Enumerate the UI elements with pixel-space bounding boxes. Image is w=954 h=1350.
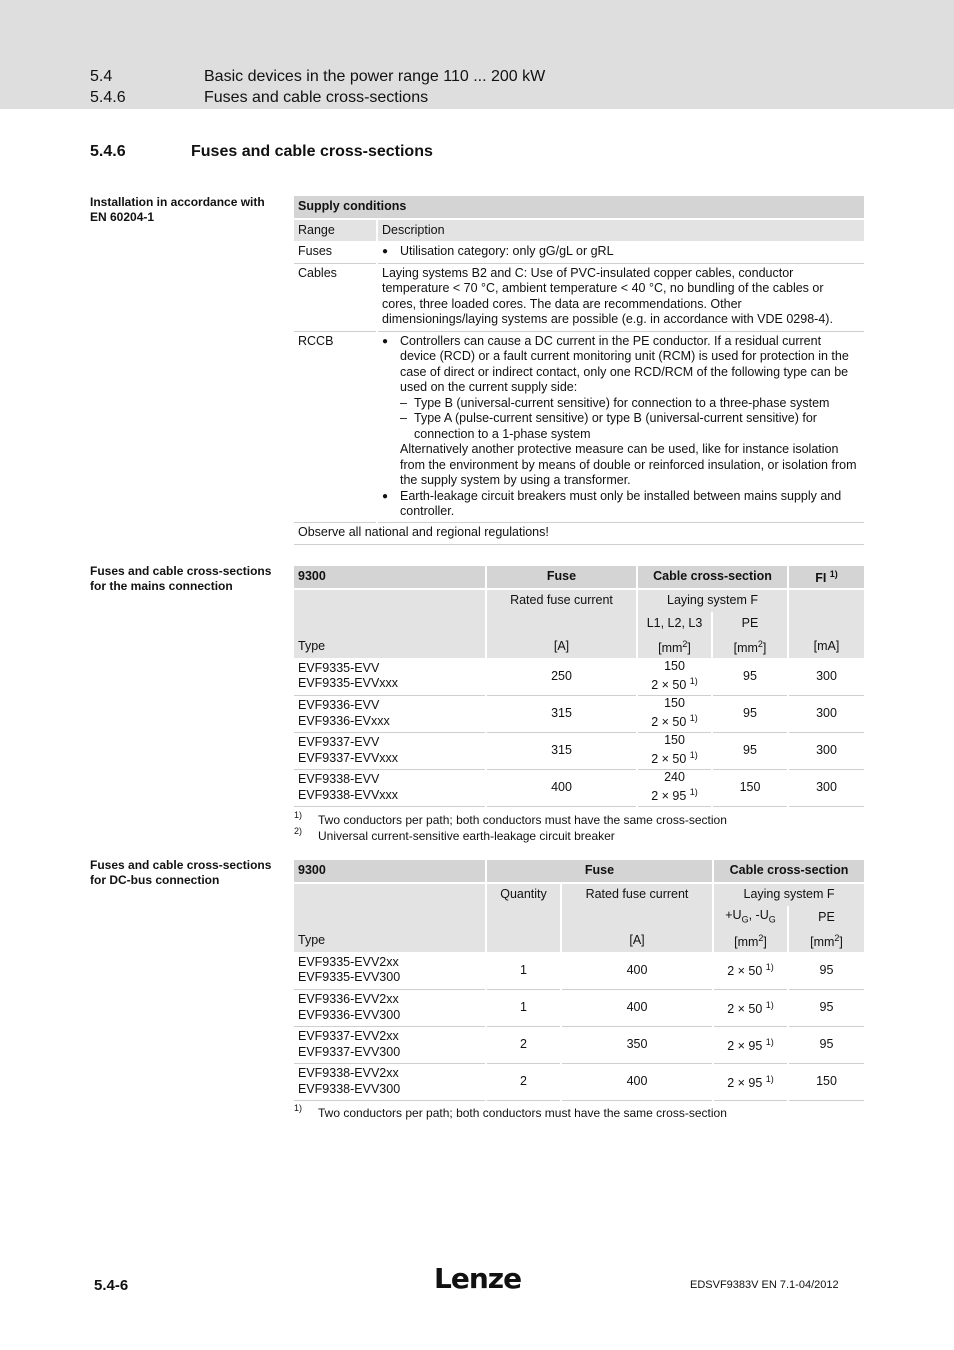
dcbus-fuse-table <box>294 860 864 1101</box>
type-cell: EVF9337-EVV2xx EVF9337-EVV300 <box>294 1026 486 1063</box>
qty-cell: 1 <box>486 952 561 989</box>
dcbus-h-cable: Cable cross-section <box>713 860 864 883</box>
ug-cell: 2 × 95 $^{1)}$ <box>713 1026 788 1063</box>
dcbus-u-ug: $[mm^2]$ <box>713 929 788 952</box>
rccb-type-a: – Type A (pulse-current sensitive) or type B (universal-current sensitive) for connection to a 1-phase system <box>400 411 860 442</box>
pe-cell: 95 <box>712 732 788 769</box>
dcbus-s-qty: Quantity <box>486 883 561 906</box>
header-band <box>0 0 954 109</box>
rccb-item <box>382 334 860 489</box>
table-row <box>294 1063 864 1100</box>
rccb-type-b: – Type B (universal-current sensitive) for connection to a three-phase system <box>400 396 860 412</box>
table-row <box>294 952 864 989</box>
table-row <box>294 658 864 695</box>
mains-u-l123: $[mm^2]$ <box>637 635 712 658</box>
pe-cell: 95 <box>712 695 788 732</box>
mains-s-pe: PE <box>712 612 788 635</box>
table-row <box>294 989 864 1026</box>
dcbus-u-pe: $[mm^2]$ <box>788 929 864 952</box>
fuse-cell: 315 <box>486 695 637 732</box>
col-range: Range <box>294 219 377 241</box>
mains-s-rated: Rated fuse current <box>486 589 637 612</box>
table-row <box>294 1026 864 1063</box>
mains-s-laying: Laying system F <box>637 589 788 612</box>
supply-side-label: Installation in accordance with EN 60204-1 <box>90 195 265 224</box>
mains-side-label: Fuses and cable cross-sections for the mains connection <box>90 564 272 593</box>
qty-cell: 2 <box>486 1063 561 1100</box>
document-id: EDSVF9383V EN 7.1-04/2012 <box>690 1279 839 1291</box>
rccb-item-2: ● Earth-leakage circuit breakers must only be installed between mains supply and controller. <box>382 489 860 520</box>
type-cell: EVF9337-EVV EVF9337-EVVxxx <box>294 732 486 769</box>
dcbus-s-laying: Laying system F <box>713 883 864 906</box>
type-cell: EVF9335-EVV EVF9335-EVVxxx <box>294 658 486 695</box>
pe-cell: 150 <box>788 1063 864 1100</box>
dcbus-s-type: Type <box>294 929 486 952</box>
fi-cell: 300 <box>788 732 864 769</box>
pe-cell: 95 <box>788 1026 864 1063</box>
fuse-cell: 400 <box>561 1063 713 1100</box>
page-number: 5.4-6 <box>94 1277 129 1294</box>
fuse-cell: 315 <box>486 732 637 769</box>
mains-u-fuse: [A] <box>486 635 637 658</box>
mains-h-fi: FI $^{1)}$ <box>788 566 864 589</box>
fuses-label: Fuses <box>294 241 377 263</box>
fuse-cell: 400 <box>561 989 713 1026</box>
mains-u-fi: [mA] <box>788 635 864 658</box>
mains-s-l123: L1, L2, L3 <box>637 612 712 635</box>
fuse-cell: 250 <box>486 658 637 695</box>
supply-conditions-table <box>294 196 864 545</box>
table-row <box>294 769 864 806</box>
fuses-item: ● Utilisation category: only gG/gL or gRL <box>382 244 860 260</box>
cables-label: Cables <box>294 263 377 331</box>
dcbus-u-fuse: [A] <box>561 929 713 952</box>
qty-cell: 1 <box>486 989 561 1026</box>
type-cell: EVF9338-EVV EVF9338-EVVxxx <box>294 769 486 806</box>
mains-fuse-table <box>294 566 864 807</box>
type-cell: EVF9336-EVV EVF9336-EVxxx <box>294 695 486 732</box>
fi-cell: 300 <box>788 769 864 806</box>
pe-cell: 150 <box>712 769 788 806</box>
col-description: Description <box>377 219 864 241</box>
mains-u-pe: $[mm^2]$ <box>712 635 788 658</box>
ug-cell: 2 × 50 $^{1)}$ <box>713 952 788 989</box>
qty-cell: 2 <box>486 1026 561 1063</box>
mains-s-type: Type <box>294 635 486 658</box>
mains-h-cable: Cable cross-section <box>637 566 788 589</box>
table-row <box>294 732 864 769</box>
pe-cell: 95 <box>712 658 788 695</box>
lenze-logo: Lenze <box>434 1262 522 1295</box>
mains-h-fuse: Fuse <box>486 566 637 589</box>
supply-note: Observe all national and regional regulations! <box>294 522 864 544</box>
fuse-cell: 400 <box>561 952 713 989</box>
supply-title: Supply conditions <box>294 196 864 219</box>
fi-cell: 300 <box>788 695 864 732</box>
dcbus-h-fuse: Fuse <box>486 860 713 883</box>
rccb-item-text: ● Controllers can cause a DC current in the PE conductor. If a residual current device (RCD) or a fault current monitoring unit (RCM) is used for protection in the case of direct or indirect contact, only one RCD/RCM of the following type can be used on the current supply side: <box>400 333 849 394</box>
type-cell: EVF9335-EVV2xx EVF9335-EVV300 <box>294 952 486 989</box>
type-cell: EVF9338-EVV2xx EVF9338-EVV300 <box>294 1063 486 1100</box>
rccb-label: RCCB <box>294 331 377 522</box>
l123-cell: 150 2 × 50 $^{1)}$ <box>637 658 712 695</box>
pe-cell: 95 <box>788 989 864 1026</box>
dcbus-h-model: 9300 <box>294 860 486 883</box>
dcbus-s-ug: $+U_G$, $-U_G$ <box>713 906 788 929</box>
dcbus-s-pe: PE <box>788 906 864 929</box>
type-cell: EVF9336-EVV2xx EVF9336-EVV300 <box>294 989 486 1026</box>
l123-cell: 150 2 × 50 $^{1)}$ <box>637 732 712 769</box>
cables-text: Laying systems B2 and C: Use of PVC-insulated copper cables, conductor temperature < 70 °C, ambient temperature < 40 °C, no bundling of the cables or cores, three loaded cores. The data are recommendations. Other dimensionings/laying systems are possible (e.g. in accordance with VDE 0298-4). <box>377 263 864 331</box>
l123-cell: 240 2 × 95 $^{1)}$ <box>637 769 712 806</box>
fi-cell: 300 <box>788 658 864 695</box>
pe-cell: 95 <box>788 952 864 989</box>
table-row <box>294 695 864 732</box>
rccb-alternative: Alternatively another protective measure can be used, like for instance isolation from the environment by means of double or reinforced insulation, or isolation from the supply system by using a transformer. <box>400 442 857 487</box>
dcbus-s-rated: Rated fuse current <box>561 883 713 906</box>
l123-cell: 150 2 × 50 $^{1)}$ <box>637 695 712 732</box>
ug-cell: 2 × 95 $^{1)}$ <box>713 1063 788 1100</box>
fuse-cell: 400 <box>486 769 637 806</box>
mains-h-model: 9300 <box>294 566 486 589</box>
fuse-cell: 350 <box>561 1026 713 1063</box>
ug-cell: 2 × 50 $^{1)}$ <box>713 989 788 1026</box>
dcbus-side-label: Fuses and cable cross-sections for DC-bus connection <box>90 858 272 887</box>
